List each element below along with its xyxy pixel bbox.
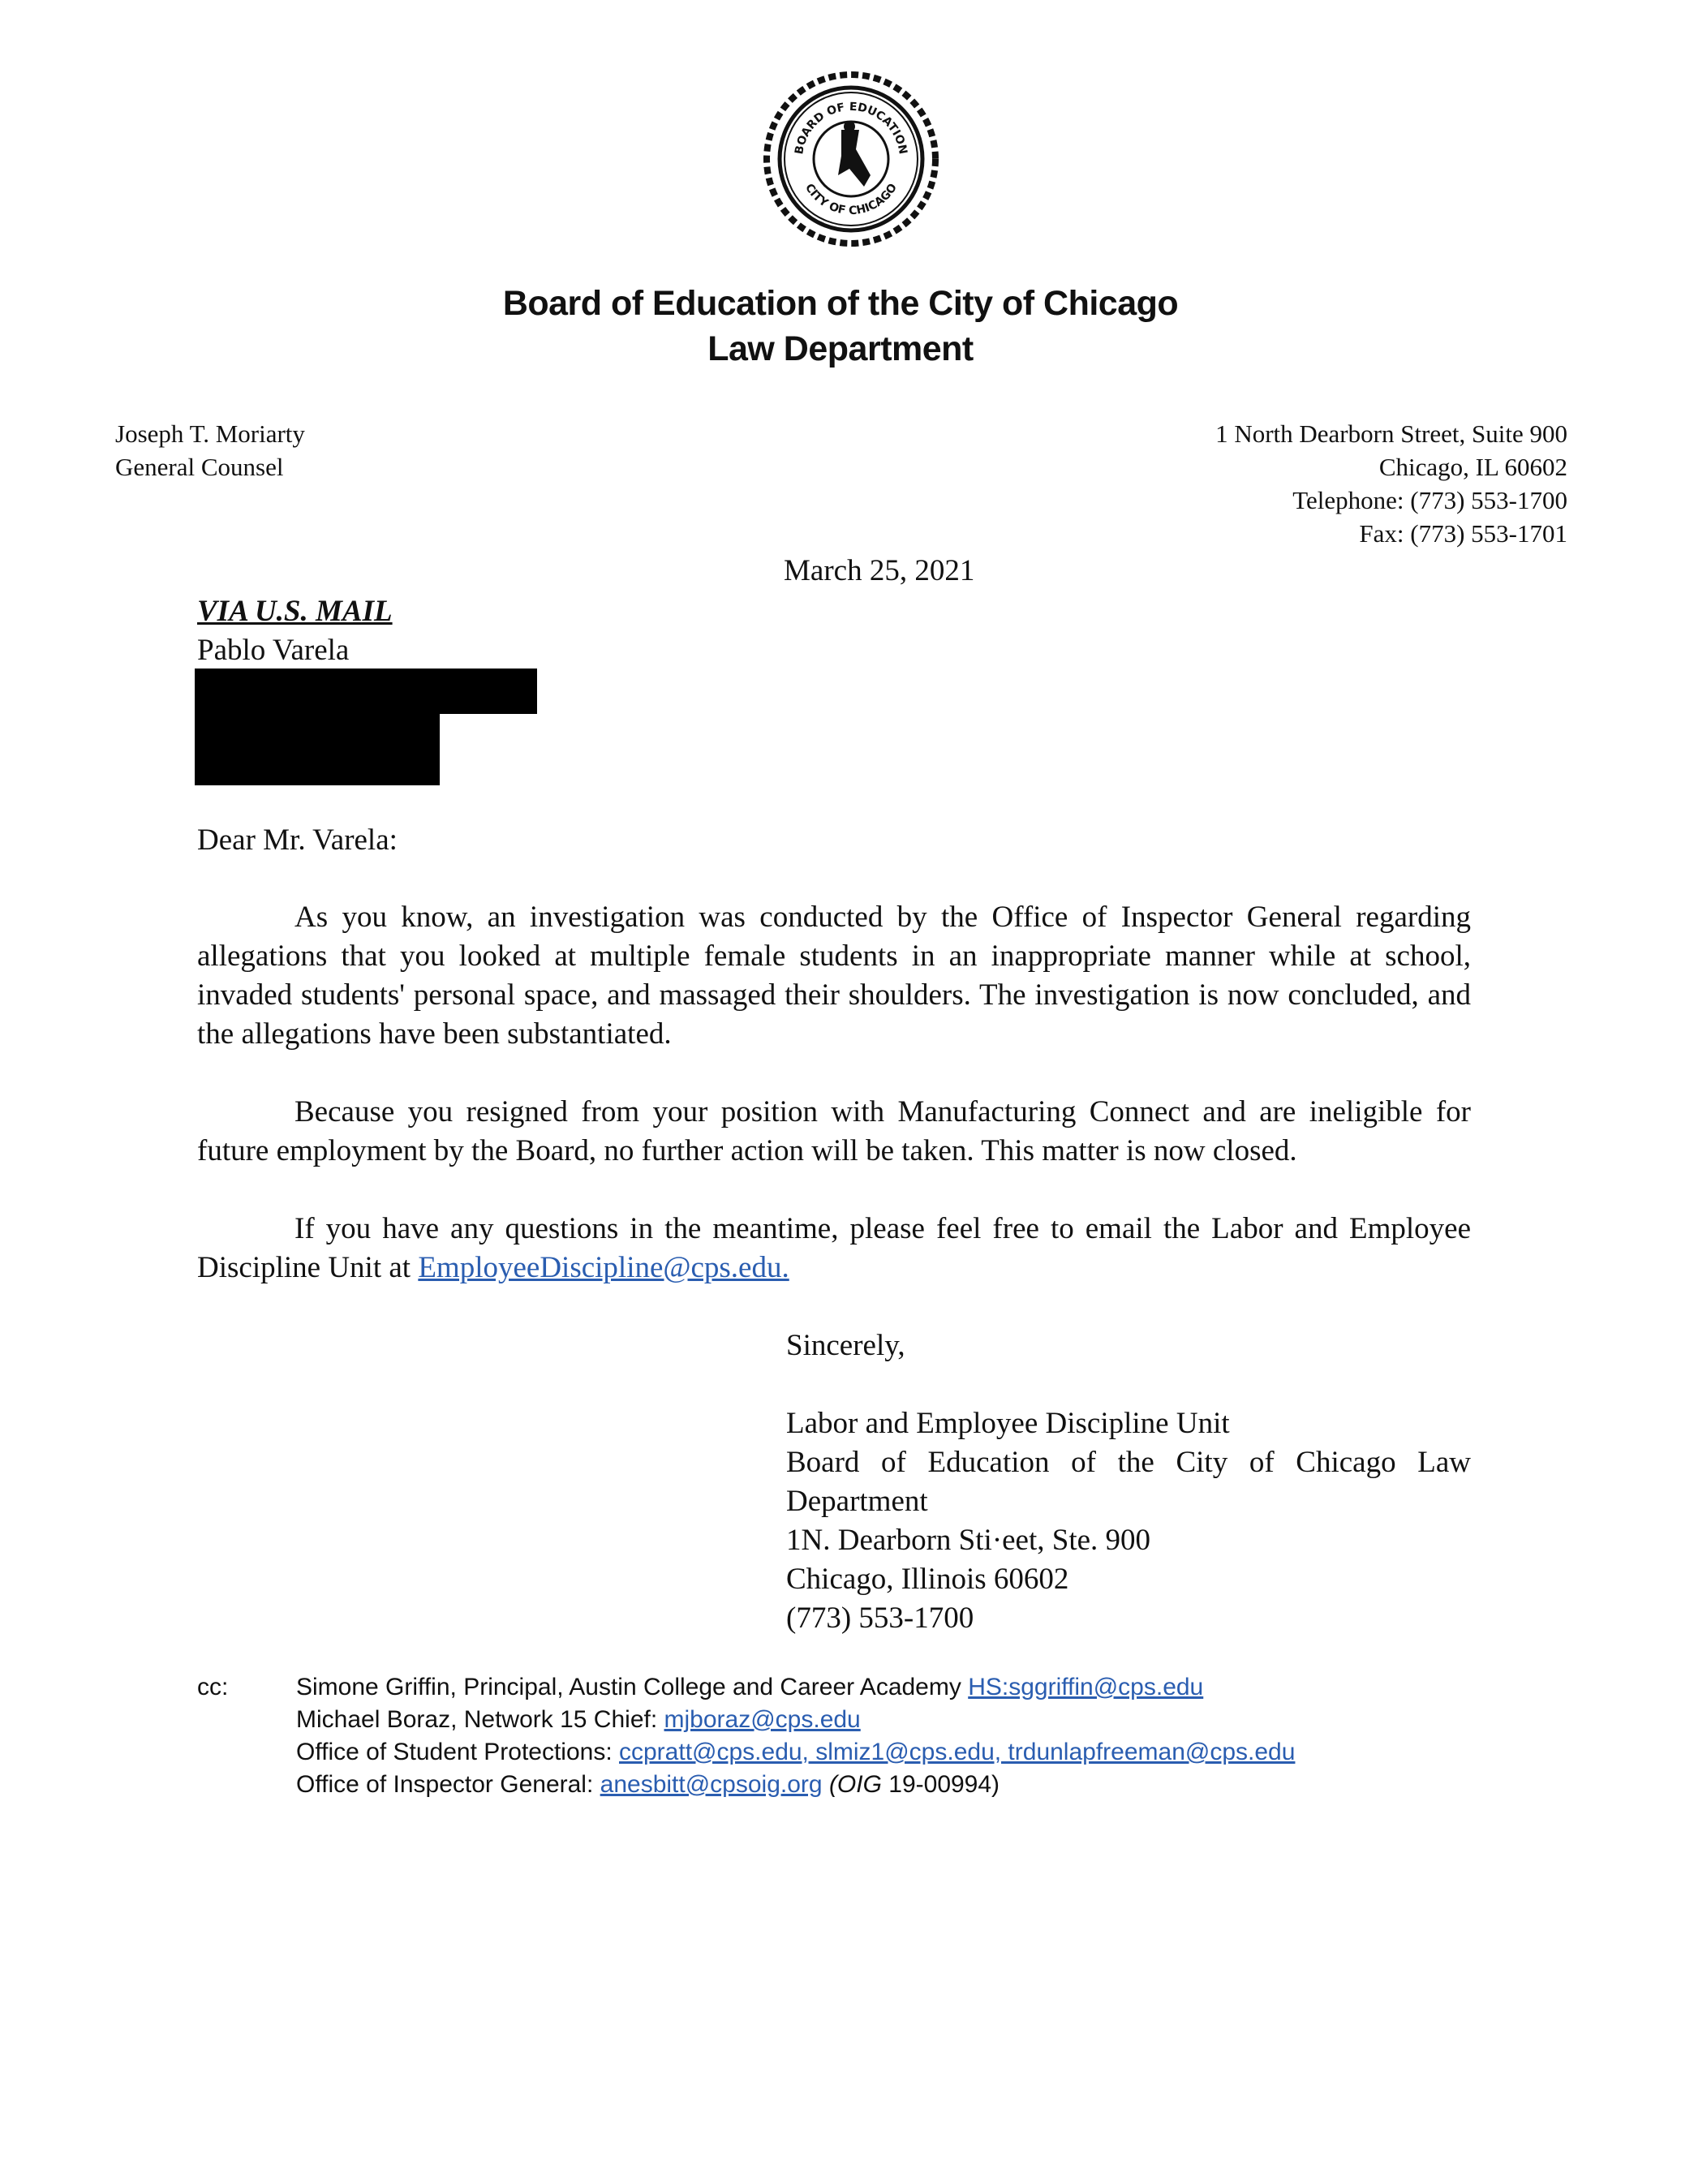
paragraph-1: As you know, an investigation was conducted by the Office of Inspector General regarding allegations that you looked at multiple female students in an inappropriate manner while at school, invaded students' personal space, and massaged their shoulders. The investigation is now concluded, and the allegations have been substantiated.	[197, 901, 1471, 1051]
cc-entry: Office of Student Protections: ccpratt@cps.edu, slmiz1@cps.edu, trdunlapfreeman@cps.edu	[296, 1739, 1296, 1765]
signature-street: 1N. Dearborn Sti·eet, Ste. 900	[786, 1524, 1151, 1557]
salutation: Dear Mr. Varela:	[197, 823, 398, 857]
signature-phone: (773) 553-1700	[786, 1601, 974, 1635]
paragraph-2: Because you resigned from your position with Manufacturing Connect and are ineligible for future employment by the Board, no further action will be taken. This matter is now closed.	[197, 1095, 1471, 1167]
address-line-1: 1 North Dearborn Street, Suite 900	[1215, 419, 1567, 448]
redaction-block	[195, 669, 537, 714]
delivery-method: VIA U.S. MAIL	[197, 595, 393, 628]
paragraph-3-text: If you have any questions in the meantime, please feel free to email the Labor and Employee Discipline Unit at	[197, 1212, 1471, 1284]
fax: Fax: (773) 553-1701	[1359, 519, 1567, 548]
cc-email-link[interactable]: ccpratt@cps.edu, slmiz1@cps.edu, trdunlapfreeman@cps.edu	[619, 1739, 1296, 1765]
letterhead-title: Board of Education of the City of Chicago	[502, 284, 1179, 323]
cc-entry: Michael Boraz, Network 15 Chief: mjboraz@cps.edu	[296, 1706, 861, 1733]
counsel-name: Joseph T. Moriarty	[115, 419, 305, 448]
signature-block	[786, 1404, 1471, 1638]
letterhead-address	[1215, 417, 1567, 550]
cc-email-link[interactable]: HS:sggriffin@cps.edu	[968, 1674, 1204, 1700]
board-of-education-seal-icon	[763, 71, 939, 247]
svg-text:CITY OF CHICAGO: CITY OF CHICAGO	[802, 181, 901, 218]
signature-unit: Labor and Employee Discipline Unit	[786, 1407, 1230, 1440]
redaction-block	[195, 714, 440, 785]
address-line-2: Chicago, IL 60602	[1378, 453, 1567, 481]
signature-org-line-1: Board of Education of the City of Chicago Law	[786, 1446, 1471, 1479]
letterhead-subtitle: Law Department	[707, 329, 974, 368]
signature-city: Chicago, Illinois 60602	[786, 1563, 1069, 1596]
cc-entry: Office of Inspector General: anesbitt@cpsoig.org (OIG 19-00994)	[296, 1771, 1000, 1798]
letter-date: March 25, 2021	[784, 554, 975, 587]
paragraph-3	[197, 1210, 1471, 1288]
cc-email-link[interactable]: anesbitt@cpsoig.org	[600, 1771, 823, 1798]
cc-entry: Simone Griffin, Principal, Austin College and Career Academy HS:sggriffin@cps.edu	[296, 1674, 1204, 1700]
cc-label: cc:	[197, 1674, 229, 1700]
telephone: Telephone: (773) 553-1700	[1292, 486, 1567, 514]
letterhead-counsel	[115, 417, 305, 484]
recipient-name: Pablo Varela	[197, 634, 350, 667]
svg-text:BOARD OF EDUCATION: BOARD OF EDUCATION	[793, 100, 909, 156]
discipline-email-link[interactable]: EmployeeDiscipline@cps.edu.	[418, 1251, 789, 1284]
closing: Sincerely,	[786, 1329, 905, 1362]
oig-prefix: (OIG	[828, 1771, 882, 1798]
cc-email-link[interactable]: mjboraz@cps.edu	[664, 1706, 861, 1733]
cc-list	[296, 1671, 1295, 1801]
signature-org-line-2: Department	[786, 1485, 928, 1518]
counsel-role: General Counsel	[115, 453, 284, 481]
oig-case-number: 19-00994)	[881, 1771, 1000, 1798]
